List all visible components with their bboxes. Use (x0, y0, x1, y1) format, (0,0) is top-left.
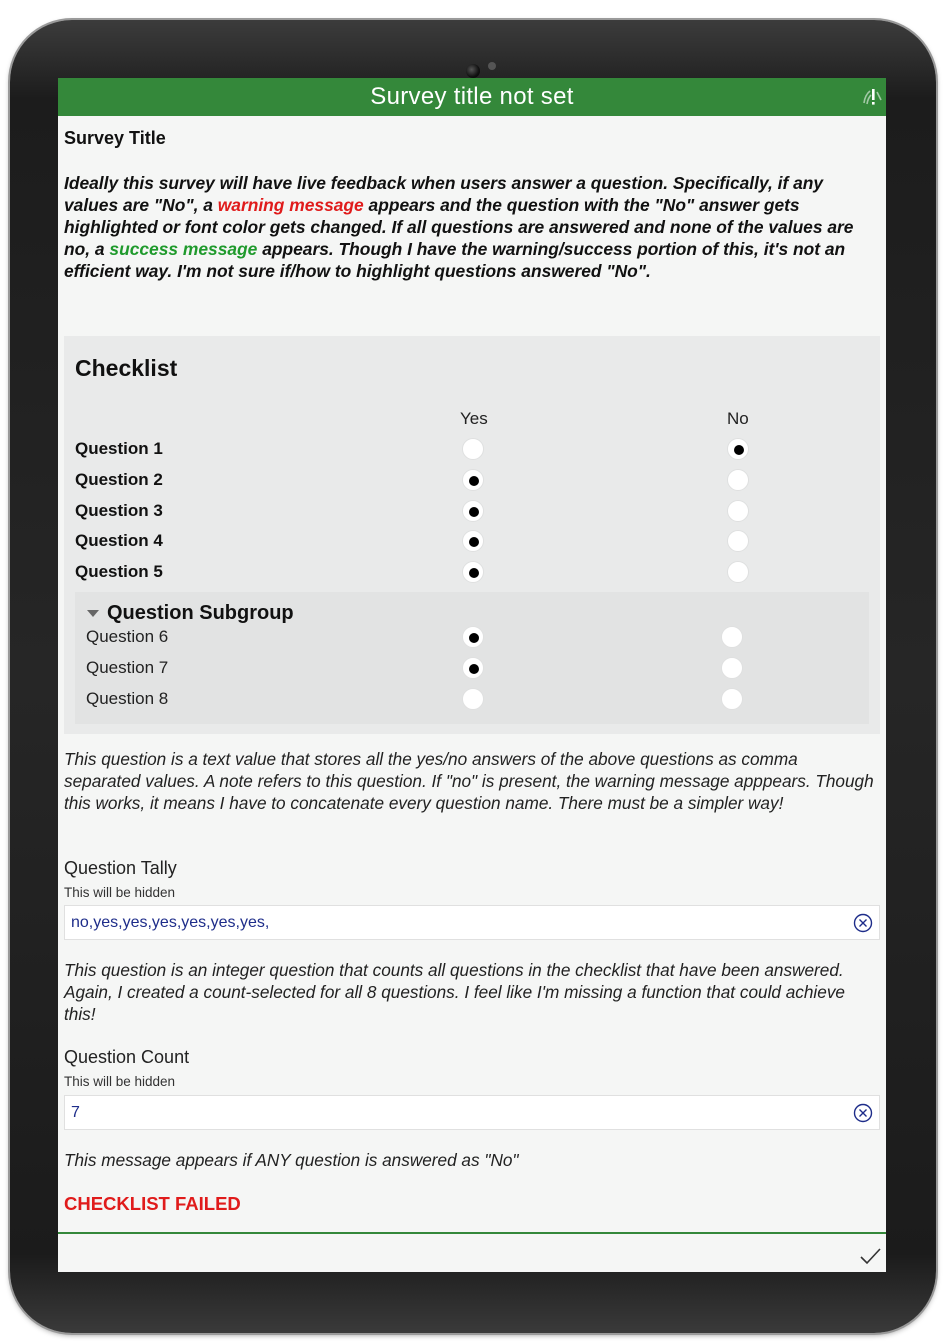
sensor (488, 62, 496, 70)
tally-field (64, 905, 880, 940)
column-no: No (727, 409, 749, 428)
subgroup-title[interactable]: Question Subgroup (107, 602, 294, 624)
count-note: This question is an integer question that counts all questions in the checklist that have been answered. Again, I created a count-selected for all 8 questions. I feel like I'm missing a function that could achieve this! (64, 960, 845, 1024)
question-6-label: Question 6 (86, 627, 169, 646)
clear-count-icon[interactable] (853, 1103, 873, 1123)
bottom-bar (58, 1232, 886, 1272)
count-label: Question Count (64, 1047, 190, 1067)
tally-label: Question Tally (64, 858, 177, 878)
question-7-yes-radio[interactable] (462, 657, 484, 679)
message-note: This message appears if ANY question is answered as "No" (64, 1150, 519, 1170)
intro-text-2: appears and the question with the "No" answer gets highlighted or font color gets changed. If all questions are answered and none of the values are no, a (64, 195, 854, 259)
question-2-no-radio[interactable] (727, 469, 749, 491)
submit-check-icon[interactable] (858, 1244, 882, 1268)
warning-message-text: warning message (217, 195, 364, 215)
intro-note (64, 172, 876, 282)
column-yes: Yes (460, 409, 488, 428)
question-3-no-radio[interactable] (727, 500, 749, 522)
question-6-yes-radio[interactable] (462, 626, 484, 648)
checklist-failed-message: CHECKLIST FAILED (64, 1193, 241, 1214)
count-hint: This will be hidden (64, 1074, 176, 1089)
intro-text-3: appears. Though I have the warning/success portion of this, it's not an efficient way. I'm not sure if/how to highlight questions answered "No". (64, 239, 846, 281)
tally-input[interactable] (71, 906, 841, 939)
app-title: Survey title not set (370, 83, 574, 110)
question-5-label: Question 5 (75, 562, 163, 581)
question-4-yes-radio[interactable] (462, 530, 484, 552)
question-8-no-radio[interactable] (721, 688, 743, 710)
question-2-yes-radio[interactable] (462, 469, 484, 491)
question-8-yes-radio[interactable] (462, 688, 484, 710)
survey-title: Survey Title (64, 128, 166, 148)
question-subgroup (75, 592, 869, 724)
success-message-text: success message (109, 239, 258, 259)
checklist-title: Checklist (75, 355, 178, 381)
question-4-label: Question 4 (75, 531, 163, 550)
tally-hint: This will be hidden (64, 885, 176, 900)
question-1-yes-radio[interactable] (462, 438, 484, 460)
question-7-label: Question 7 (86, 658, 169, 677)
app-bar (58, 78, 886, 116)
clear-tally-icon[interactable] (853, 913, 873, 933)
tally-note: This question is a text value that stores all the yes/no answers of the above questions as comma separated values. A note refers to this question. If "no" is present, the warning message apppears. Though this works, it means I have to concatenate every question name. There must be a simpler way! (64, 749, 874, 813)
question-7-no-radio[interactable] (721, 657, 743, 679)
question-2-label: Question 2 (75, 470, 163, 489)
count-field (64, 1095, 880, 1130)
question-1-no-radio[interactable] (727, 438, 749, 460)
survey-screen (58, 78, 886, 1272)
question-1-label: Question 1 (75, 439, 163, 458)
collapse-caret-icon[interactable] (87, 610, 99, 617)
question-8-label: Question 8 (86, 689, 169, 708)
question-5-no-radio[interactable] (727, 561, 749, 583)
checklist-group (64, 336, 880, 734)
intro-text-1: Ideally this survey will have live feedback when users answer a question. Specifically, if any values are "No", a (64, 173, 824, 215)
question-3-yes-radio[interactable] (462, 500, 484, 522)
camera (466, 64, 480, 78)
question-3-label: Question 3 (75, 501, 163, 520)
alert-icon[interactable] (860, 85, 884, 109)
question-4-no-radio[interactable] (727, 530, 749, 552)
question-5-yes-radio[interactable] (462, 561, 484, 583)
count-input[interactable] (71, 1096, 841, 1129)
question-6-no-radio[interactable] (721, 626, 743, 648)
